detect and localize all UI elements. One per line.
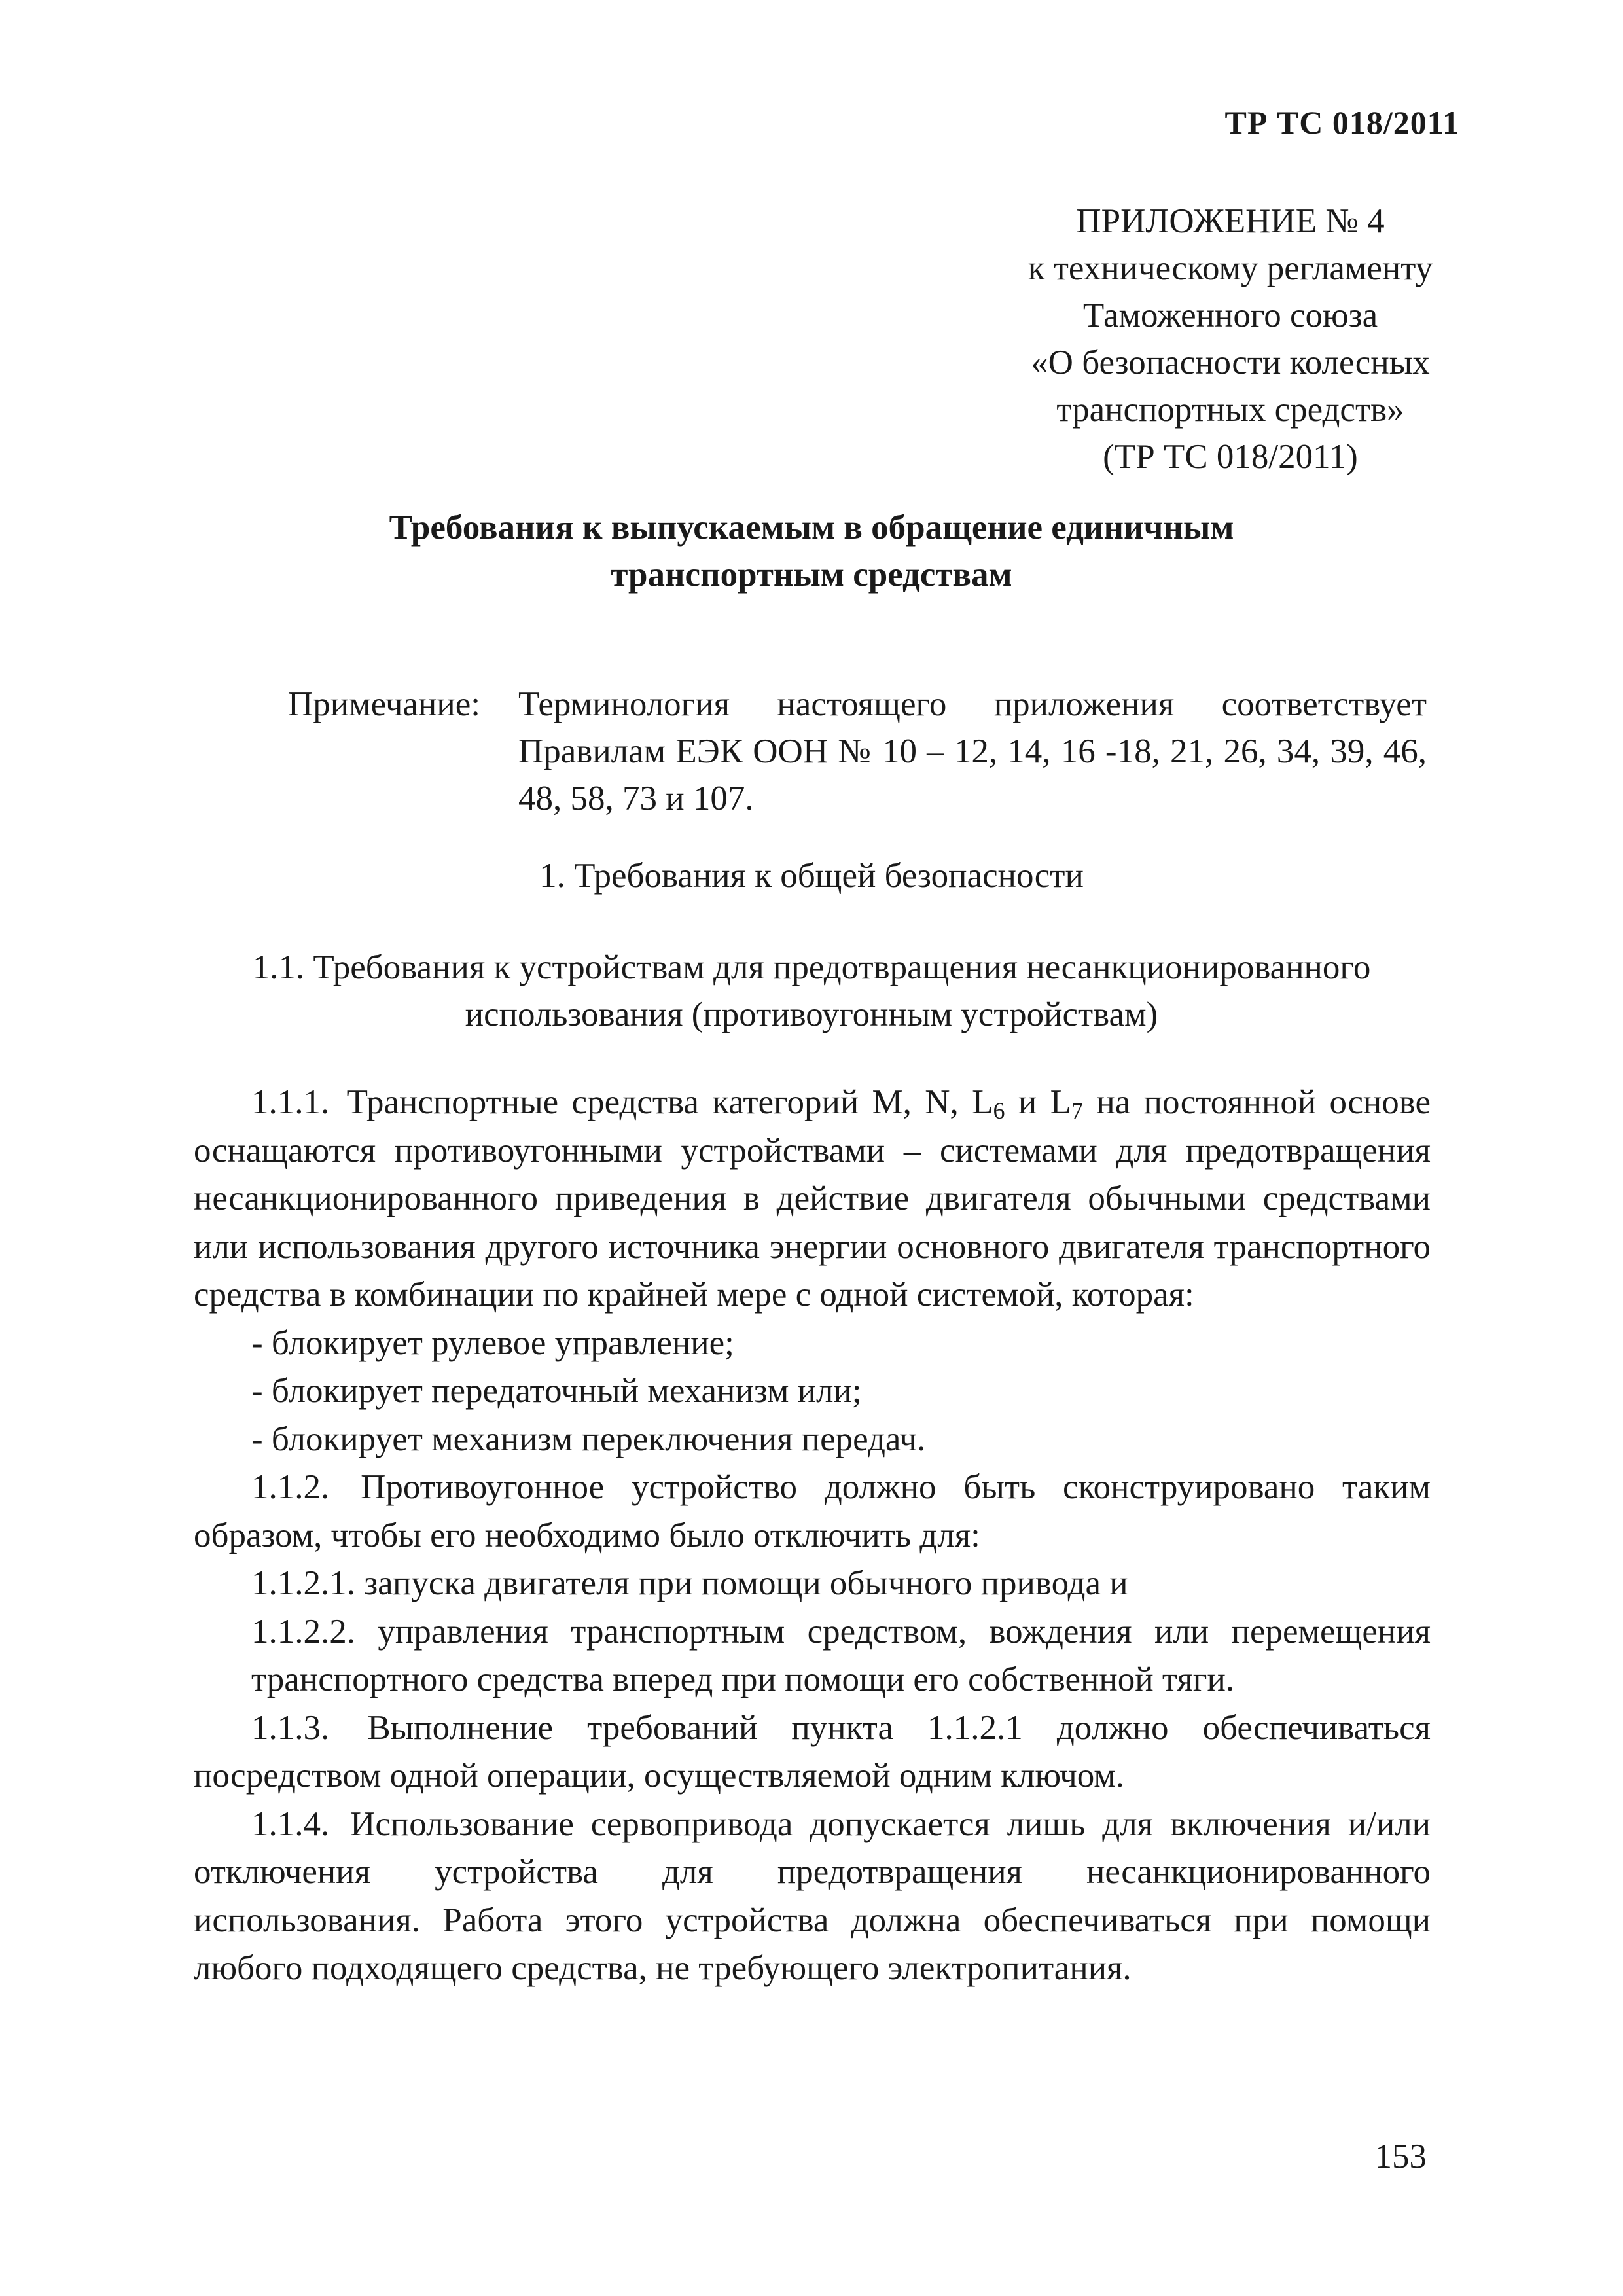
paragraph-number: 1.1.4. [251, 1804, 330, 1843]
document-id: ТР ТС 018/2011 [1224, 104, 1459, 141]
paragraph-text: Использование сервопривода допускается лишь для включения и/или отключения устройства для предотвращения несанкционированного использования. Работа этого устройства должна обеспечиваться при помощи любого подходящего средства, не требующего электропитания. [194, 1804, 1431, 1987]
list-item: - блокирует передаточный механизм или; [251, 1372, 862, 1410]
note-block [288, 681, 1427, 822]
page-title [196, 504, 1427, 598]
title-line: Требования к выпускаемым в обращение единичным [389, 509, 1234, 547]
annex-line: Таможенного союза [1082, 296, 1378, 334]
paragraph-text: Выполнение требований пункта 1.1.2.1 должно обеспечиваться посредством одной операции, осуществляемой одним ключом. [194, 1708, 1431, 1795]
section-heading: 1. Требования к общей безопасности [539, 857, 1084, 895]
paragraph-text: Противоугонное устройство должно быть сконструировано таким образом, чтобы его необходимо было отключить для: [194, 1468, 1431, 1554]
subsection-heading-line: использования (противоугонным устройствам) [465, 996, 1158, 1033]
paragraph-1-1-2 [194, 1463, 1431, 1560]
paragraph-1-1-1 [194, 1079, 1431, 1319]
paragraph-1-1-2-1: 1.1.2.1. запуска двигателя при помощи обычного привода и [251, 1564, 1128, 1602]
paragraph-text: на постоянной основе оснащаются противоугонными устройствами – системами для предотвращения несанкционированного приведения в действие двигателя обычными средствами или использования другого источника энергии основного двигателя транспортного средства в комбинации по крайней мере с одной системой, которая: [194, 1083, 1431, 1314]
annex-line: к техническому регламенту [1027, 249, 1433, 287]
paragraph-1-1-3 [194, 1704, 1431, 1801]
page-number: 153 [1374, 2138, 1427, 2176]
paragraph-number: 1.1.1. [251, 1083, 330, 1121]
title-line: транспортным средствам [611, 556, 1012, 594]
annex-header [903, 198, 1558, 480]
document-body [194, 1079, 1431, 1993]
list-item: - блокирует механизм переключения передач. [251, 1420, 926, 1458]
subscript: 6 [993, 1098, 1005, 1124]
paragraph-1-1-2-2: 1.1.2.2. управления транспортным средством, вождения или перемещения транспортного средства вперед при помощи его собственной тяги. [251, 1612, 1431, 1698]
paragraph-number: 1.1.3. [251, 1708, 330, 1747]
paragraph-text: Транспортные средства категорий М, N, L [346, 1083, 993, 1121]
note-label: Примечание: [288, 685, 481, 723]
paragraph-1-1-4 [194, 1801, 1431, 1993]
annex-line: (ТР ТС 018/2011) [1103, 438, 1358, 476]
paragraph-text: и L [1005, 1083, 1071, 1121]
paragraph-number: 1.1.2. [251, 1468, 330, 1506]
list-item: - блокирует рулевое управление; [251, 1323, 734, 1362]
subsection-heading-line: 1.1. Требования к устройствам для предотвращения несанкционированного [252, 948, 1371, 986]
annex-line: ПРИЛОЖЕНИЕ № 4 [1076, 202, 1385, 240]
note-text: Терминология настоящего приложения соответствует Правилам ЕЭК ООН № 10 – 12, 14, 16 -18, 21, 26, 34, 39, 46, 48, 58, 73 и 107. [518, 685, 1427, 817]
subsection-heading [196, 944, 1427, 1038]
subscript: 7 [1071, 1098, 1083, 1124]
annex-line: транспортных средств» [1056, 391, 1404, 429]
annex-line: «О безопасности колесных [1031, 344, 1430, 382]
